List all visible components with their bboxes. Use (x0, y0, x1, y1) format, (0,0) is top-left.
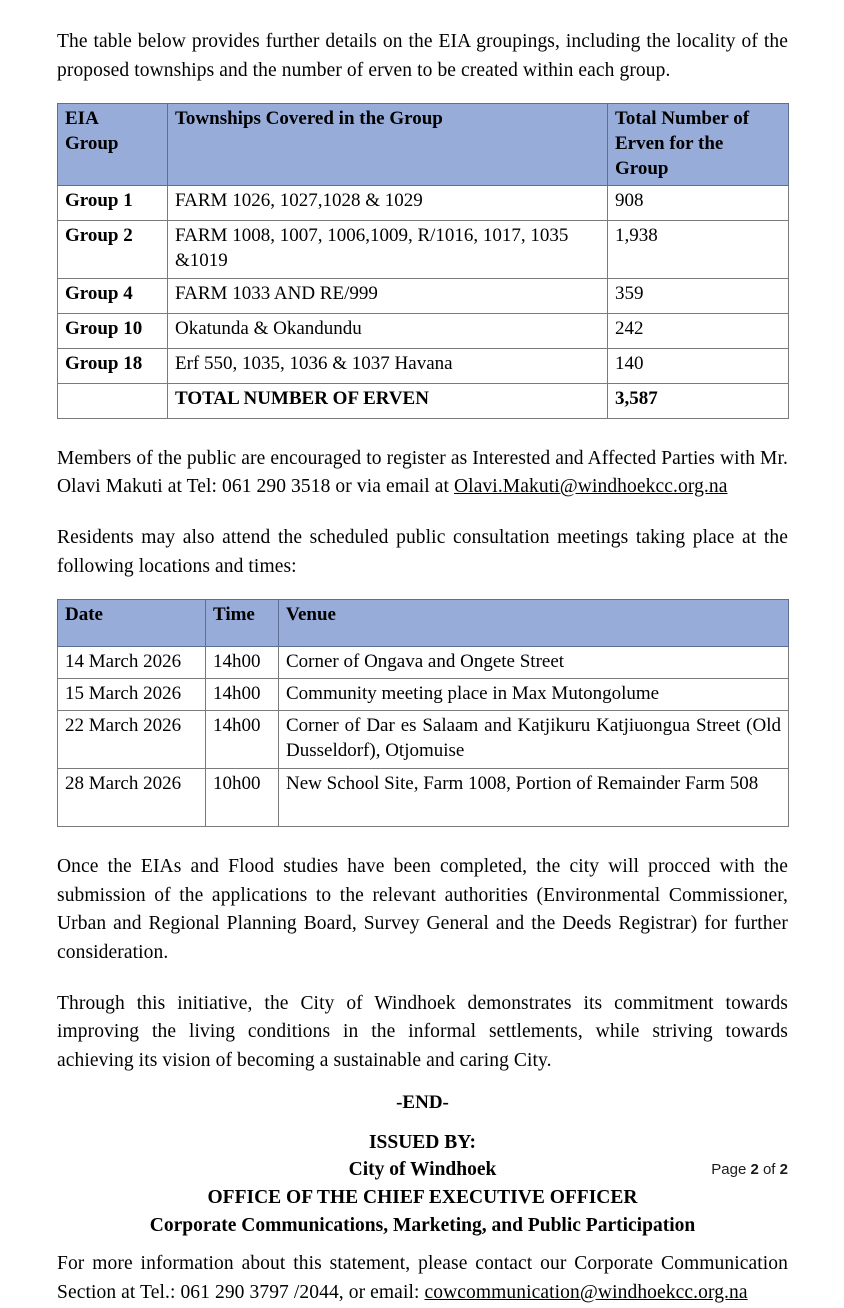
table-header-row (58, 104, 789, 185)
column-header-eia-group (58, 104, 168, 185)
column-header-venue: Venue (279, 600, 789, 647)
cell-time: 14h00 (206, 647, 279, 679)
cell-group-empty (58, 383, 168, 418)
spacer (57, 419, 788, 445)
closing-paragraph-2: Through this initiative, the City of Windhoek demonstrates its commitment towards improving the living conditions in the informal settlements, while striving towards achieving its vision of becoming a sustainable and caring City. (57, 992, 788, 1072)
register-text: Members of the public are encouraged to register as Interested and Affected Parties with Mr. Olavi Makuti at Tel: 061 290 3518 or via email at (57, 447, 788, 498)
table-row (58, 711, 789, 769)
closing-paragraph-1: Once the EIAs and Flood studies have been completed, the city will procced with the submission of the applications to the relevant authorities (Environmental Commissioner, Urban and Regional Planning Board, Survey General and the Deeds Registrar) for further consideration. (57, 856, 788, 964)
cell-group: Group 2 (58, 220, 168, 278)
cell-time: 14h00 (206, 679, 279, 711)
table-row (58, 278, 789, 313)
cell-total-label: TOTAL NUMBER OF ERVEN (168, 383, 608, 418)
footer-prefix: Page (711, 1161, 751, 1178)
footer-total-pages: 2 (779, 1161, 788, 1178)
cell-erven: 908 (608, 185, 789, 220)
spacer (57, 1117, 788, 1129)
table-row (58, 313, 789, 348)
issuing-department: Corporate Communications, Marketing, and Public Participation (149, 1214, 696, 1236)
table-row (58, 647, 789, 679)
cell-date: 22 March 2026 (58, 711, 206, 769)
contact-note-text: For more information about this statement, please contact our Corporate Communication Section at Tel.: 061 290 3797 /2044, or email: (57, 1253, 788, 1304)
header-line-2: Group (65, 133, 119, 155)
cell-venue: Corner of Dar es Salaam and Katjikuru Katjiuongua Street (Old Dusseldorf), Otjomuise (279, 711, 789, 769)
issued-by-label: ISSUED BY: (368, 1131, 477, 1153)
table-total-row (58, 383, 789, 418)
column-header-time: Time (206, 600, 279, 647)
cell-erven: 140 (608, 348, 789, 383)
olavi-email-link[interactable]: Olavi.Makuti@windhoekcc.org.na (454, 476, 728, 498)
footer-separator: of (758, 1161, 780, 1178)
cell-townships: FARM 1026, 1027,1028 & 1029 (168, 185, 608, 220)
cell-time: 14h00 (206, 711, 279, 769)
cell-erven: 359 (608, 278, 789, 313)
footer-current-page: 2 (750, 1161, 759, 1178)
header-line-1: EIA (65, 108, 99, 130)
table-row (58, 185, 789, 220)
column-header-date: Date (58, 600, 206, 647)
spacer (57, 581, 788, 595)
cell-date: 28 March 2026 (58, 769, 206, 827)
table-row (58, 348, 789, 383)
end-marker: -END- (396, 1091, 449, 1113)
header-line-2: Erven for the (615, 133, 724, 155)
cell-group: Group 18 (58, 348, 168, 383)
cell-erven: 242 (608, 313, 789, 348)
header-line-1: Total Number of (615, 108, 750, 130)
meetings-intro-paragraph: Residents may also attend the scheduled public consultation meetings taking place at the following locations and times: (57, 526, 788, 577)
header-line-3: Group (615, 158, 669, 180)
cell-group: Group 10 (58, 313, 168, 348)
table-header-row (58, 600, 789, 647)
issuing-office: OFFICE OF THE CHIEF EXECUTIVE OFFICER (207, 1187, 638, 1209)
spacer (57, 968, 788, 990)
contact-note-paragraph (57, 1250, 788, 1307)
consultation-meetings-table (57, 599, 789, 827)
spacer (57, 85, 788, 99)
cell-erven: 1,938 (608, 220, 789, 278)
cell-time: 10h00 (206, 769, 279, 827)
cell-townships: Okatunda & Okandundu (168, 313, 608, 348)
cell-group: Group 4 (58, 278, 168, 313)
spacer (57, 1239, 788, 1250)
cell-townships: Erf 550, 1035, 1036 & 1037 Havana (168, 348, 608, 383)
table-row (58, 220, 789, 278)
spacer (57, 502, 788, 524)
cell-townships: FARM 1008, 1007, 1006,1009, R/1016, 1017, 1035 &1019 (168, 220, 608, 278)
table-row (58, 679, 789, 711)
table-row (58, 769, 789, 827)
spacer (57, 827, 788, 853)
cowcommunication-email-link[interactable]: cowcommunication@windhoekcc.org.na (424, 1282, 748, 1304)
cell-townships: FARM 1033 AND RE/999 (168, 278, 608, 313)
register-paragraph (57, 445, 788, 502)
column-header-total-erven (608, 104, 789, 185)
cell-venue: Corner of Ongava and Ongete Street (279, 647, 789, 679)
cell-total-erven: 3,587 (608, 383, 789, 418)
cell-venue: New School Site, Farm 1008, Portion of Remainder Farm 508 (279, 769, 789, 827)
cell-date: 15 March 2026 (58, 679, 206, 711)
spacer (57, 1076, 788, 1090)
column-header-townships: Townships Covered in the Group (168, 104, 608, 185)
cell-venue: Community meeting place in Max Mutongolume (279, 679, 789, 711)
cell-group: Group 1 (58, 185, 168, 220)
cell-date: 14 March 2026 (58, 647, 206, 679)
issuing-organisation: City of Windhoek (348, 1159, 497, 1181)
page-footer (711, 1161, 788, 1178)
eia-groupings-table (57, 103, 789, 418)
intro-paragraph: The table below provides further details on the EIA groupings, including the locality of the proposed townships and the number of erven to be created within each group. (57, 31, 788, 81)
